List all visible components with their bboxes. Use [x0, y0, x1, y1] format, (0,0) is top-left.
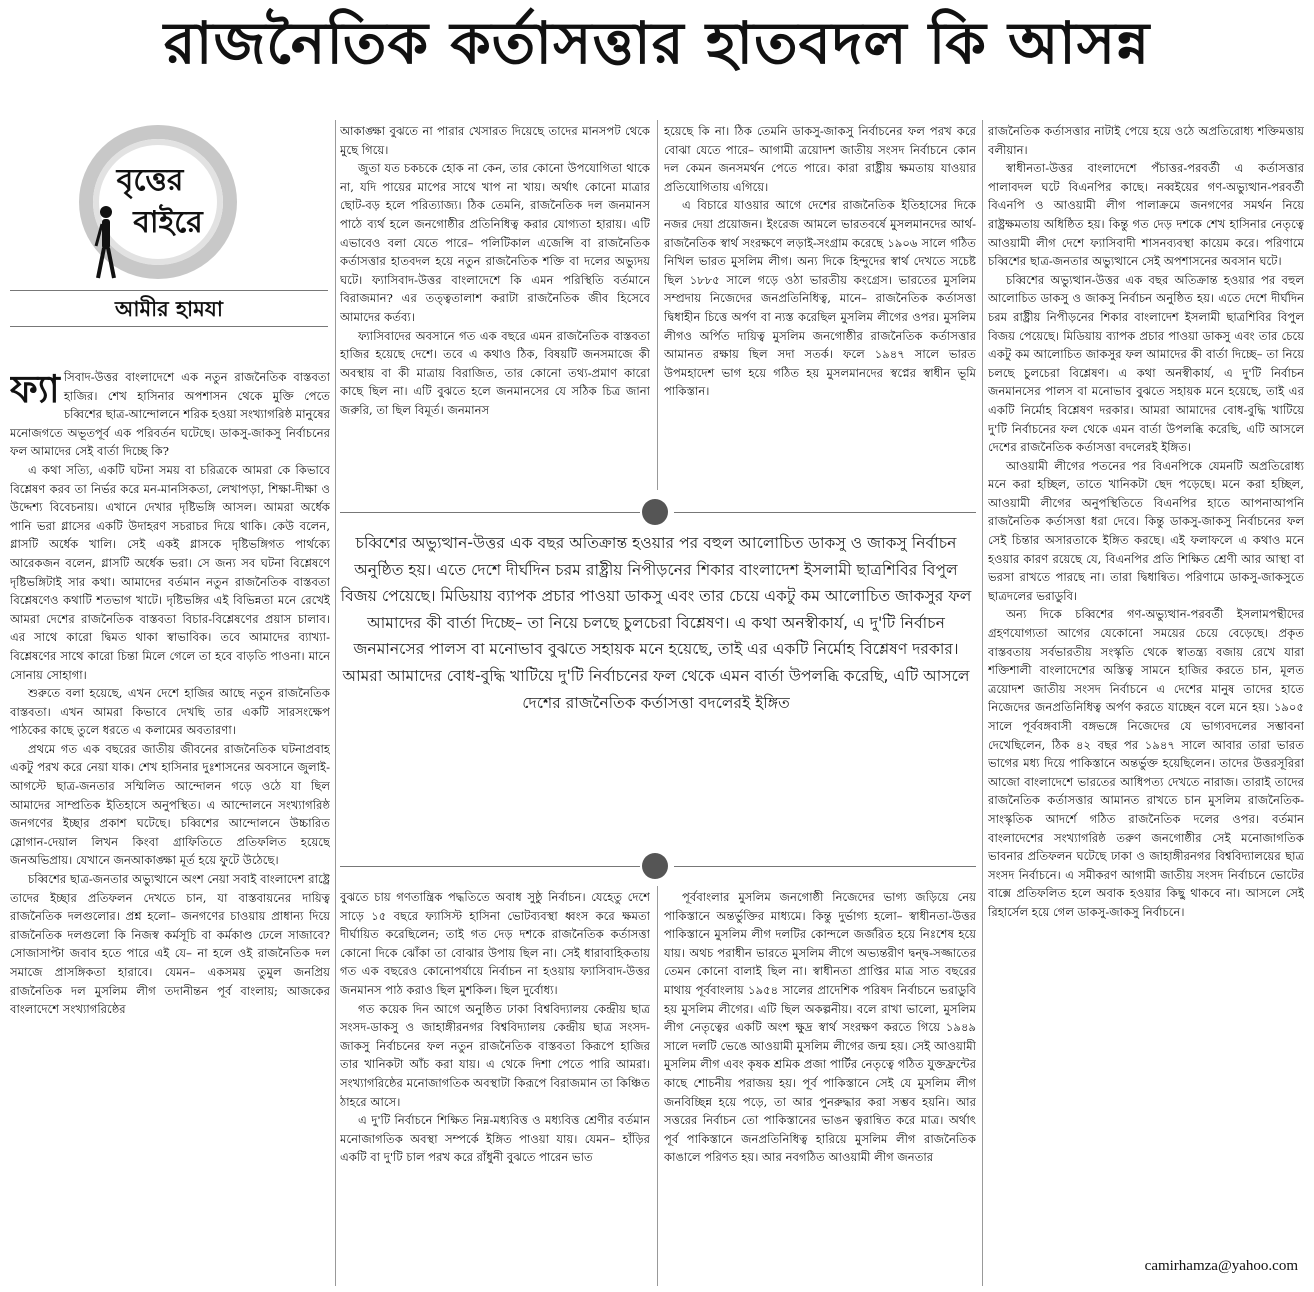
pull-quote: চব্বিশের অভ্যুত্থান-উত্তর এক বছর অতিক্রান্ত হওয়ার পর বহুল আলোচিত ডাকসু ও জাকসু নির্বাচন অনুষ্ঠিত হয়। এতে দেশে দীর্ঘদিন চরম রাষ্ট্রীয় নিপীড়নের শিকার বাংলাদেশ ইসলামী ছাত্রশিবির বিপুল বিজয় পেয়েছে। মিডিয়ায় ব্যাপক প্রচার পাওয়া ডাকসু এবং তার চেয়ে একটু কম আলোচিত জাকসুর ফল আমাদের কী বার্তা দিচ্ছে– তা নিয়ে চলছে চুলচেরা বিশ্লেষণ। এ কথা অনস্বীকার্য, এ দু'টি নির্বাচন জনমানসের পালস বা মনোভাব বুঝতে সহায়ক মনে হয়েছে, তাই এর একটি নির্মোহ বিশ্লেষণ দরকার। আমরা আমাদের বোধ-বুদ্ধি খাটিয়ে দু'টি নির্বাচনের ফল থেকে এমন বার্তা উপলব্ধি করেছি, এটি আসলে দেশের রাজনৈতিক কর্তাসত্তা বদলেরই ইঙ্গিত — [340, 534, 972, 712]
col2-top-para-2: জুতা যত চকচকে হোক না কেন, তার কোনো উপযোগিতা থাকে না, যদি পায়ের মাপের সাথে খাপ না খায়। অর্থাৎ কোনো মাত্রার ছোট-বড় হলে পরিত্যাজ্য। ঠিক তেমনি, রাজনৈতিক দল জনমানস পাঠে ব্যর্থ হলে জনগোষ্ঠীর প্রতিনিধিত্ব করার যোগ্যতা হারায়। এটি এভাবেও বলা যেতে পারে– পলিটিকাল এজেন্সি বা রাজনৈতিক কর্তাসত্তার হাতবদল হয়ে নতুন রাজনৈতিক শক্তি বা দলের অভ্যুদয় ঘটে। ফ্যাসিবাদ-উত্তর বাংলাদেশে কি এমন পরিস্থিতি বর্তমানে বিরাজমান? এর তত্ত্বতালাশ করাটা রাজনৈতিক জীব হিসেবে আমাদের কর্তব্য। — [340, 161, 650, 324]
headline: রাজনৈতিক কর্তাসত্তার হাতবদল কি আসন্ন — [163, 9, 1151, 77]
author-email: camirhamza@yahoo.com — [1144, 1258, 1298, 1274]
col1-para-4: প্রথমে গত এক বছরের জাতীয় জীবনের রাজনৈতিক ঘটনাপ্রবাহ একটু পরখ করে নেয়া যাক। শেখ হাসিনার দুঃশাসনের অবসানে জুলাই-আগস্টে ছাত্র-জনতার সম্মিলিত আন্দোলন গড়ে ওঠে যা ছিল আমাদের সাম্প্রতিক ইতিহাসে অনুপস্থিত। এ আন্দোলনে সংখ্যাগরিষ্ঠ জনগণের ইচ্ছার প্রকাশ ঘটেছে। চব্বিশের আন্দোলনে উচ্চারিত স্লোগান-দেয়াল লিখন কিংবা গ্রাফিতিতে প্রতিফলিত হয়েছে জনঅভিপ্রায়। যেখানে জনআকাঙ্ক্ষা মূর্ত হয়ে ফুটে উঠেছে। — [10, 741, 330, 868]
column-2-top — [340, 122, 650, 488]
pullquote-dot-bottom — [642, 853, 668, 879]
pullquote-rule-bottom-right — [674, 866, 976, 867]
author-rule-top — [10, 290, 328, 291]
col1-para-5: চব্বিশের ছাত্র-জনতার অভ্যুত্থানে অংশ নেয়া সবাই বাংলাদেশ রাষ্ট্রে তাদের ইচ্ছার প্রতিফলন দেখতে চান, যা বাস্তবায়নের দায়িত্ব রাজনৈতিক দলগুলোর। প্রশ্ন হলো– জনগণের চাওয়ায় প্রাধান্য দিয়ে রাজনৈতিক দলগুলো কি নিজস্ব কর্মসূচি বা কর্মকাণ্ড ঢেলে সাজাবে? সোজাসাপ্টা জবাব হতে পারে এই যে– না হলে ওই রাজনৈতিক দল সমাজে প্রাসঙ্গিকতা হারাবে। যেমন– একসময় তুমুল জনপ্রিয় রাজনৈতিক দল মুসলিম লীগ তদানীন্তন পূর্ব বাংলায়; আজকের বাংলাদেশে সংখ্যাগরিষ্ঠের — [10, 872, 330, 1017]
col1-para-2: এ কথা সত্যি, একটি ঘটনা সময় বা চরিত্রকে আমরা কে কিভাবে বিশ্লেষণ করব তা নির্ভর করে মন-মানসিকতা, লেখাপড়া, শিক্ষা-দীক্ষা ও উদ্দেশ্য বিবেচনায়। এখানে দেখার দৃষ্টিভঙ্গি আসল। আমরা অর্ধেক পানি ভরা গ্লাসের একটি উদাহরণ সচরাচর দিয়ে থাকি। কেউ বলেন, গ্লাসটি অর্ধেক খালি। সেই একই গ্লাসকে দৃষ্টিভঙ্গিগত পার্থক্যে আরেকজন বলেন, গ্লাসটি অর্ধেক ভরা। সে জন্য সব ঘটনা বিশ্লেষণে দৃষ্টিভঙ্গিটাই সার কথা। আমাদের বর্তমান নতুন রাজনৈতিক বাস্তবতা বিশ্লেষণেও কথাটি শতভাগ খাটে। দৃষ্টিভঙ্গির এই বিভিন্নতা মনে রেখেই আমরা দেশের রাজনৈতিক বাস্তবতা বিচার-বিশ্লেষণের প্রয়াস চালাব। এর সাথে কারো দ্বিমত থাকা স্বাভাবিক। তবে আমাদের ব্যাখ্যা-বিশ্লেষণের সাথে কারো চিন্তা মিলে গেলে তা হবে বাড়তি পাওনা। মানে সোনায় সোহাগা। — [10, 462, 330, 682]
col2-bottom-para-3: এ দু'টি নির্বাচনে শিক্ষিত নিম্ন-মধ্যবিত্ত ও মধ্যবিত্ত শ্রেণীর বর্তমান মনোজাগতিক অবস্থা সম্পর্কে ইঙ্গিত পাওয়া যায়। যেমন– হাঁড়ির একটি বা দু'টি চাল পরখ করে রাঁধুনী বুঝতে পারেন ভাত — [340, 1113, 650, 1165]
column-3-bottom — [664, 888, 976, 1286]
column-divider-2-top — [657, 120, 658, 490]
column-2-bottom — [340, 888, 650, 1286]
col4-para-3: চব্বিশের অভ্যুত্থান-উত্তর এক বছর অতিক্রান্ত হওয়ার পর বহুল আলোচিত ডাকসু ও জাকসু নির্বাচন অনুষ্ঠিত হয়। এতে দেশে দীর্ঘদিন চরম রাষ্ট্রীয় নিপীড়নের শিকার বাংলাদেশ ইসলামী ছাত্রশিবির বিপুল বিজয় পেয়েছে। মিডিয়ায় ব্যাপক প্রচার পাওয়া ডাকসু এবং তার চেয়ে একটু কম আলোচিত জাকসুর ফল আমাদের কী বার্তা দিচ্ছে– তা নিয়ে চলছে চুলচেরা বিশ্লেষণ। এ কথা অনস্বীকার্য, এ দু'টি নির্বাচন জনমানসের পালস বা মনোভাব বুঝতে সহায়ক মনে হয়েছে, তাই এর একটি নির্মোহ বিশ্লেষণ দরকার। আমরা আমাদের বোধ-বুদ্ধি খাটিয়ে দু'টি নির্বাচনের ফল থেকে এমন বার্তা উপলব্ধি করেছি, এটি আসলে দেশের রাজনৈতিক কর্তাসত্তা বদলেরই ইঙ্গিত। — [988, 272, 1304, 455]
col1-para-1: সিবাদ-উত্তর বাংলাদেশে এক নতুন রাজনৈতিক বাস্তবতা হাজির। শেখ হাসিনার অপশাসন থেকে মুক্তি পেতে চব্বিশের ছাত্র-আন্দোলনে শরিক হওয়া সংখ্যাগরিষ্ঠ মানুষের মনোজগতে অভূতপূর্ব এক পরিবর্তন ঘটেছে। ডাকসু-জাকসু নির্বাচনের ফল আমাদের সেই বার্তা দিচ্ছে কি? — [10, 370, 330, 459]
col3-bottom-para-1: পূর্ববাংলার মুসলিম জনগোষ্ঠী নিজেদের ভাগ্য জড়িয়ে নেয় পাকিস্তানে অন্তর্ভুক্তির মাধ্যমে। কিন্তু দুর্ভাগ্য হলো– স্বাধীনতা-উত্তর পাকিস্তানে মুসলিম লীগ দলটির কোন্দলে জর্জরিত হয়ে নিঃশেষ হয়ে যায়। অথচ পরাধীন ভারতে মুসলিম লীগে অভ্যন্তরীণ দ্বন্দ্ব-সজ্জাতের তেমন কোনো বালাই ছিল না। স্বাধীনতা প্রাপ্তির মাত্র সাত বছরের মাথায় পূর্ববাংলায় ১৯৫৪ সালের প্রাদেশিক পরিষদ নির্বাচনে ভরাডুবি হয় মুসলিম লীগের। এটি ছিল অকল্পনীয়। বলে রাখা ভালো, মুসলিম লীগ নেতৃত্বের একটি অংশ ক্ষুদ্র স্বার্থ সংরক্ষণ করতে গিয়ে ১৯৪৯ সালে দলটি ভেঙে আওয়ামী মুসলিম লীগের জন্ম হয়। সেই আওয়ামী মুসলিম লীগ এবং কৃষক শ্রমিক প্রজা পার্টির নেতৃত্বে গঠিত যুক্তফ্রন্টের কাছে শোচনীয় পরাজয় হয়। পূর্ব পাকিস্তানে সেই যে মুসলিম লীগ জনবিচ্ছিন্ন হয়ে পড়ে, তা আর পুনরুদ্ধার করা সম্ভব হয়নি। আর সত্তরের নির্বাচন তো পাকিস্তানের ভাঙন ত্বরান্বিত করে মাত্র। অর্থাৎ পূর্ব পাকিস্তানে জনপ্রতিনিধিত্ব হারিয়ে মুসলিম লীগ রাজনৈতিক কাঙালে পরিণত হয়। আর নবগঠিত আওয়ামী লীগ জনতার — [664, 890, 976, 1165]
column-1 — [10, 368, 330, 1286]
col3-top-para-2: এ বিচারে যাওয়ার আগে দেশের রাজনৈতিক ইতিহাসের দিকে নজর দেয়া প্রয়োজন। ইংরেজ আমলে ভারতবর্ষে মুসলমানদের আর্থ-রাজনৈতিক স্বার্থ সংরক্ষণে লড়াই-সংগ্রাম করেছে ১৯০৬ সালে গঠিত নিখিল ভারত মুসলিম লীগ। অন্য দিকে হিন্দুদের স্বার্থ দেখতে সচেষ্ট ছিল ১৮৮৫ সালে গড়ে ওঠা ভারতীয় কংগ্রেস। ভারতের মুসলিম সম্প্রদায় নিজেদের জনপ্রতিনিধিত্ব, মানে– রাজনৈতিক কর্তাসত্তা দ্বিধাহীন চিত্তে অর্পণ বা ন্যস্ত করেছিল মুসলিম লীগের ওপর। মুসলিম লীগও অর্পিত দায়িত্ব মুসলিম জনগোষ্ঠীর রাজনৈতিক কর্তাসত্তার আমানত রক্ষায় ছিল সদা সতর্ক। ফলে ১৯৪৭ সালে ভারত উপমহাদেশ ভাগ হয়ে গঠিত হয় মুসলমানদের স্বপ্নের স্বাধীন ভূমি পাকিস্তান। — [664, 198, 976, 399]
col1-para-3: শুরুতে বলা হয়েছে, এখন দেশে হাজির আছে নতুন রাজনৈতিক বাস্তবতা। এখন আমরা কিভাবে দেখছি তার একটি সারসংক্ষেপ পাঠকের কাছে তুলে ধরতে এ কলামের অবতারণা। — [10, 686, 330, 738]
col4-para-4: আওয়ামী লীগের পতনের পর বিএনপিকে যেমনটি অপ্রতিরোধ্য মনে করা হচ্ছিল, তাতে খানিকটা ছেদ পড়েছে। মনে করা হচ্ছিল, আওয়ামী লীগের অনুপস্থিতিতে বিএনপির হাতে আপনাআপনি রাজনৈতিক কর্তাসত্তা ধরা দেবে। কিন্তু ডাকসু-জাকসু নির্বাচনের ফল সেই চিন্তার অসারতাকে ইঙ্গিত করছে। এই ফলাফলে এ কথাও মনে হওয়ার কারণ রয়েছে যে, বিএনপির প্রতি শিক্ষিত শ্রেণী আর আস্থা বা ভরসা রাখতে পারছে না। তারা দ্বিধান্বিত। পরিণামে ডাকসু-জাকসুতে ছাত্রদলের ভরাডুবি। — [988, 458, 1304, 603]
column-4 — [988, 122, 1304, 1252]
col2-bottom-para-2: গত কয়েক দিন আগে অনুষ্ঠিত ঢাকা বিশ্ববিদ্যালয় কেন্দ্রীয় ছাত্র সংসদ-ডাকসু ও জাহাঙ্গীরনগর বিশ্ববিদ্যালয় কেন্দ্রীয় ছাত্র সংসদ-জাকসু নির্বাচনের ফল নতুন রাজনৈতিক বাস্তবতা কিরূপে হাজির তার খানিকটা আঁচ করা যায়। এ থেকে দিশা পেতে পারি আমরা। সংখ্যাগরিষ্ঠের মনোজাগতিক অবস্থাটা কিরূপে বিরাজমান তা কিঞ্চিত ঠাহরে আসে। — [340, 1001, 650, 1109]
col2-top-para-1: আকাঙ্ক্ষা বুঝতে না পারার খেসারত দিয়েছে তাদের মানসপট থেকে মুছে গিয়ে। — [340, 124, 650, 157]
logo-line1: বৃত্তের — [116, 163, 184, 198]
column-logo — [58, 120, 248, 290]
col2-top-para-3: ফ্যাসিবাদের অবসানে গত এক বছরে এমন রাজনৈতিক বাস্তবতা হাজির হয়েছে দেশে। তবে এ কথাও ঠিক, বিষয়টি জনসমাজে কী অবস্থায় বা কী মাত্রায় বিরাজিত, তার কোনো তথ্য-প্রমাণ কারো কাছে ছিল না। এটি বুঝতে হলে জনমানসের যে সঠিক চিত্র জানা জরুরি, তা ছিল বিমূর্ত। জনমানস — [340, 328, 650, 417]
column-divider-2-bottom — [657, 886, 658, 1286]
column-divider-3 — [982, 120, 983, 1286]
pullquote-dot-top — [642, 499, 668, 525]
column-3-top — [664, 122, 976, 488]
logo-line2: বাইরে — [133, 205, 203, 240]
author-byline: আমীর হামযা — [115, 297, 223, 321]
col2-bottom-para-1: বুঝতে চায় গণতান্ত্রিক পদ্ধতিতে অবাধ সুষ্ঠু নির্বাচন। যেহেতু দেশে সাড়ে ১৫ বছরে ফ্যাসিস্ট হাসিনা ভোটব্যবস্থা ধ্বংস করে ক্ষমতা দীর্ঘায়িত করেছিলেন; তাই গত দেড় দশকে রাজনৈতিক কর্তাসত্তা কোনো দিকে ঝোঁকা তা বোঝার উপায় ছিল না। সেই ধারাবাহিকতায় গত এক বছরেও কোনোপর্যায়ে নির্বাচন না হওয়ায় ফ্যাসিবাদ-উত্তর জনমানস পাঠ করাও ছিল মুশকিল। ছিল দুর্বোধ্য। — [340, 890, 650, 997]
pullquote-rule-bottom-left — [340, 866, 640, 867]
col3-top-para-1: হয়েছে কি না। ঠিক তেমনি ডাকসু-জাকসু নির্বাচনের ফল পরখ করে বোঝা যেতে পারে– আগামী ত্রয়োদশ জাতীয় সংসদ নির্বাচনে কোন দল কেমন জনসমর্থন পেতে পারে। কারা রাষ্ট্রীয় ক্ষমতায় যাওয়ার প্রতিযোগিতায় এগিয়ে। — [664, 124, 976, 194]
author-rule-bottom — [10, 326, 328, 327]
drop-cap: ফ্যা — [10, 368, 60, 411]
col4-para-2: স্বাধীনতা-উত্তর বাংলাদেশে পঁচাত্তর-পরবর্তী এ কর্তাসত্তার পালাবদল ঘটে বিএনপির কাছে। নব্বইয়ের গণ-অভ্যুত্থান-পরবর্তী বিএনপি ও আওয়ামী লীগ পালাক্রমে জনগণের সমর্থন নিয়ে রাষ্ট্রক্ষমতায় অধিষ্ঠিত হয়। কিন্তু গত দেড় দশকে শেখ হাসিনার নেতৃত্বে আওয়ামী লীগ দেশে ফ্যাসিবাদী শাসনব্যবস্থা কায়েম করে। পরিণামে চব্বিশের ছাত্র-জনতার অভ্যুত্থানে সেই অপশাসনের অবসান ঘটে। — [988, 161, 1304, 269]
pullquote-rule-top-right — [674, 512, 976, 513]
col4-para-5: অন্য দিকে চব্বিশের গণ-অভ্যুত্থান-পরবর্তী ইসলামপন্থীদের গ্রহণযোগ্যতা আগের যেকোনো সময়ের চেয়ে বেড়েছে। প্রকৃত বাস্তবতায় সর্বভারতীয় সংস্কৃতি থেকে স্বাতন্ত্র্য বজায় রেখে যারা শক্তিশালী বাংলাদেশের অস্তিত্ব সামনে হাজির করতে চান, মূলত ত্রয়োদশ জাতীয় সংসদ নির্বাচনে এ দেশের মানুষ তাদের হাতে নিজেদের জনপ্রতিনিধিত্ব অর্পণ করতে যাচ্ছেন বলে মনে হয়। ১৯০৫ সালে পূর্ববঙ্গবাসী বঙ্গভঙ্গে নিজেদের যে ভাগ্যবদলের সম্ভাবনা দেখেছিলেন, ঠিক ৪২ বছর পর ১৯৪৭ সালে আবার তারা ভারত ভাগের মধ্য দিয়ে পাকিস্তানে অন্তর্ভুক্ত হয়েছিলেন। তাদের উত্তরসূরিরা আজো বাংলাদেশে ভারতের আধিপত্য দেখতে নারাজ। তারাই তাদের রাজনৈতিক কর্তাসত্তার আমানত রাখতে চান মুসলিম রাজনৈতিক-সাংস্কৃতিক আদর্শে গঠিত রাজনৈতিক দলের ওপর। বর্তমান বাংলাদেশের সংখ্যাগরিষ্ঠ তরুণ জনগোষ্ঠীর সেই মনোজাগতিক ভাবনার প্রতিফলন ঘটেছে ঢাকা ও জাহাঙ্গীরনগর বিশ্ববিদ্যালয়ের ছাত্র সংসদ নির্বাচনে। এ সমীকরণ আগামী জাতীয় সংসদ নির্বাচনে ভোটের বাক্সে প্রতিফলিত হলে অবাক হওয়ার কিছু থাকবে না। আসলে সেই রিহার্সেল হয়ে গেল ডাকসু-জাকসু নির্বাচনে। — [988, 607, 1304, 919]
pullquote-rule-top-left — [340, 512, 640, 513]
col4-para-1: রাজনৈতিক কর্তাসত্তার নাটাই পেয়ে হয়ে ওঠে অপ্রতিরোধ্য শক্তিমত্তায় বলীয়ান। — [988, 124, 1304, 157]
